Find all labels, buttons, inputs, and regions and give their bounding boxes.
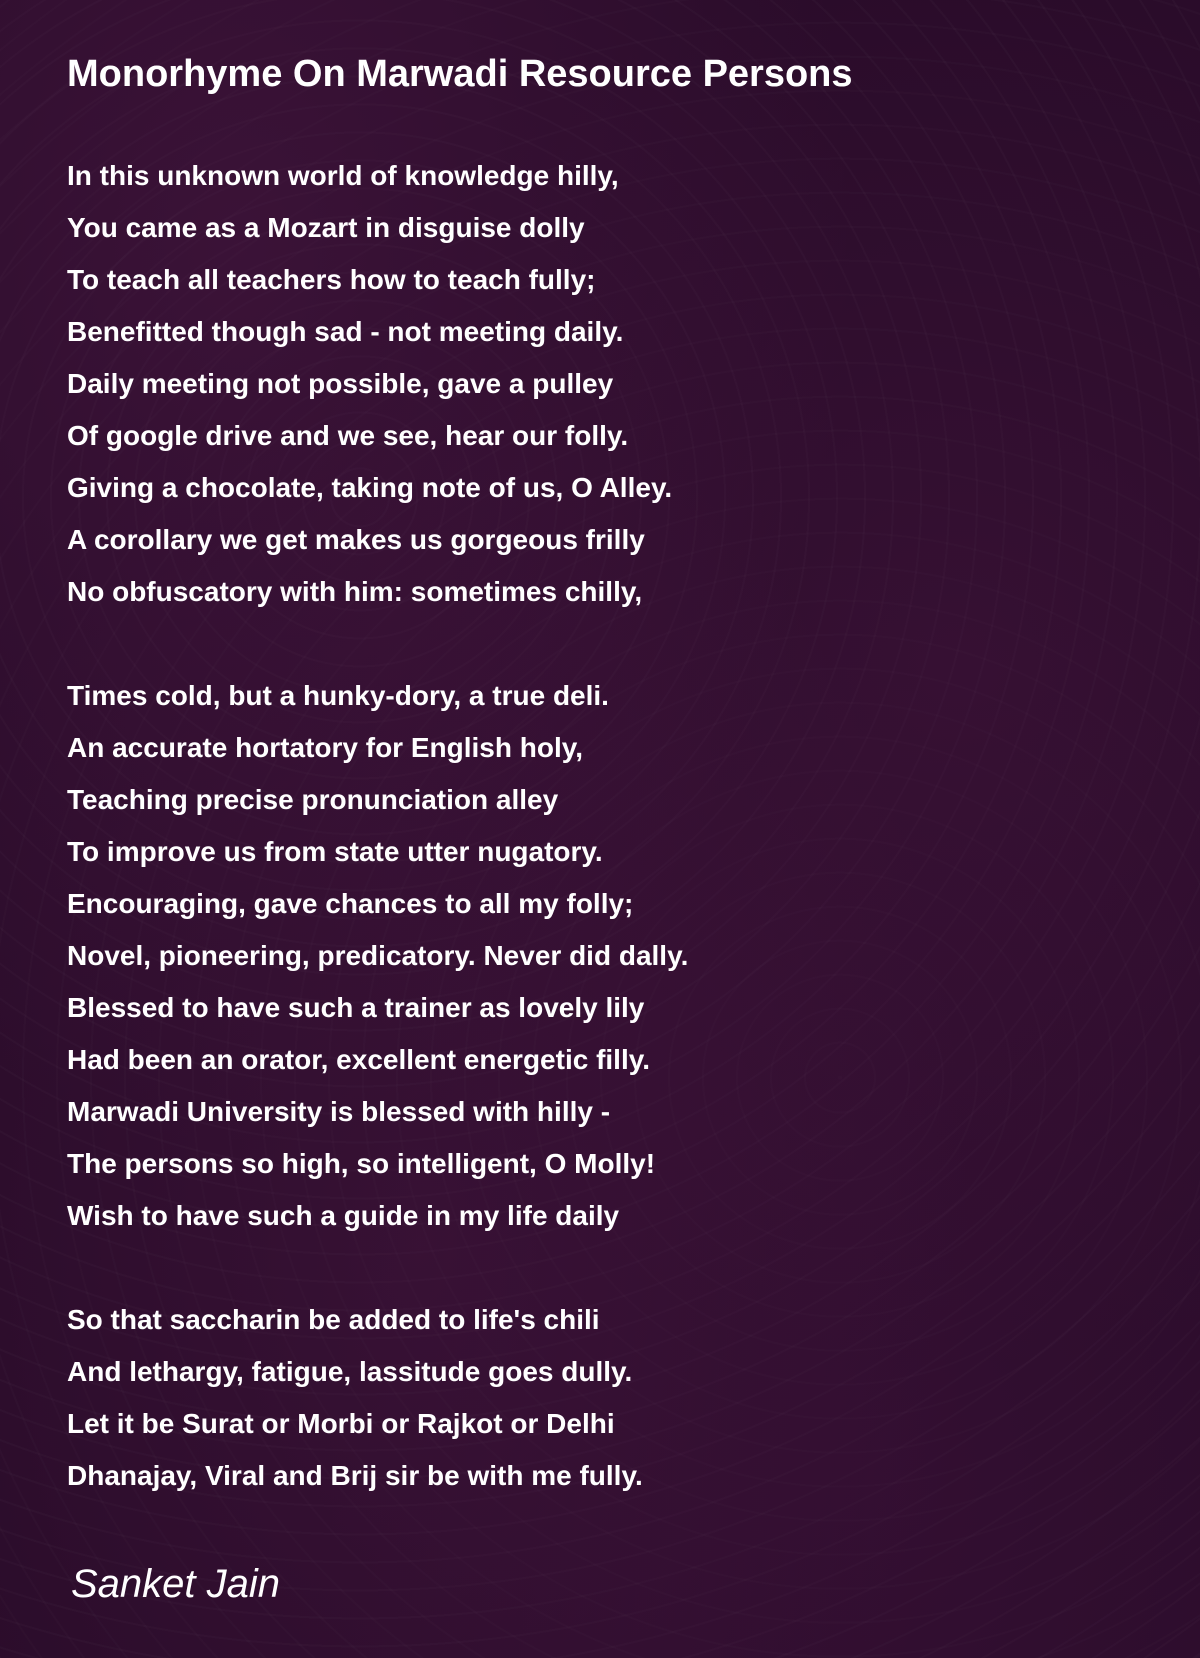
- stanza-1: [67, 150, 688, 618]
- poem-line: Encouraging, gave chances to all my folly;: [67, 888, 634, 919]
- poem-body: [67, 150, 688, 1502]
- poem-line: Had been an orator, excellent energetic filly.: [67, 1044, 651, 1075]
- poem-line: To improve us from state utter nugatory.: [67, 836, 603, 867]
- stanza-break: [67, 1242, 688, 1294]
- poem-line: No obfuscatory with him: sometimes chilly,: [67, 576, 643, 607]
- poem-line: Of google drive and we see, hear our folly.: [67, 420, 629, 451]
- poem-line: Times cold, but a hunky-dory, a true deli.: [67, 680, 609, 711]
- poem-line: Let it be Surat or Morbi or Rajkot or Delhi: [67, 1408, 615, 1439]
- poem-card: [67, 0, 1157, 1658]
- poem-line: Benefitted though sad - not meeting daily.: [67, 316, 624, 347]
- poem-line: Daily meeting not possible, gave a pulley: [67, 368, 614, 399]
- poem-line: The persons so high, so intelligent, O Molly!: [67, 1148, 656, 1179]
- poem-line: So that saccharin be added to life's chili: [67, 1304, 600, 1335]
- poem-line: You came as a Mozart in disguise dolly: [67, 212, 585, 243]
- poem-line: Blessed to have such a trainer as lovely lily: [67, 992, 645, 1023]
- poem-author: Sanket Jain: [71, 1562, 281, 1606]
- poem-line: Giving a chocolate, taking note of us, O Alley.: [67, 472, 673, 503]
- poem-title: Monorhyme On Marwadi Resource Persons: [67, 53, 853, 95]
- stanza-break: [67, 618, 688, 670]
- poem-line: To teach all teachers how to teach fully;: [67, 264, 596, 295]
- stanza-3: [67, 1294, 688, 1502]
- poem-line: Dhanajay, Viral and Brij sir be with me fully.: [67, 1460, 643, 1491]
- poem-line: Novel, pioneering, predicatory. Never did dally.: [67, 940, 689, 971]
- poem-line: And lethargy, fatigue, lassitude goes dully.: [67, 1356, 633, 1387]
- poem-line: A corollary we get makes us gorgeous frilly: [67, 524, 645, 555]
- poem-line: An accurate hortatory for English holy,: [67, 732, 584, 763]
- poem-line: Marwadi University is blessed with hilly -: [67, 1096, 611, 1127]
- poem-line: Teaching precise pronunciation alley: [67, 784, 559, 815]
- poem-line: Wish to have such a guide in my life daily: [67, 1200, 620, 1231]
- stanza-2: [67, 670, 688, 1242]
- poem-line: In this unknown world of knowledge hilly,: [67, 160, 619, 191]
